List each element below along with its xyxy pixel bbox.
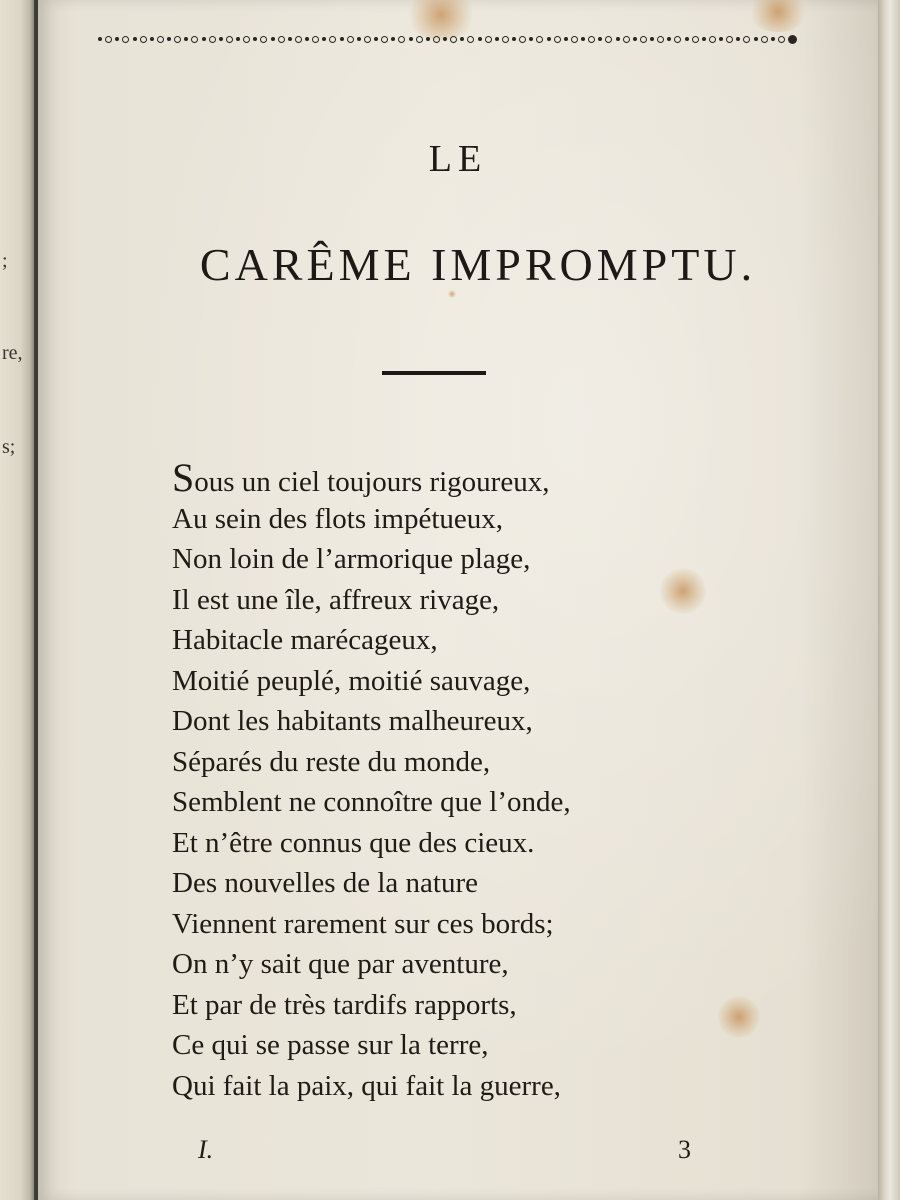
facing-page-fragment: s; <box>2 436 16 458</box>
foxing-stain <box>748 0 808 32</box>
poem-line: Qui fait la paix, qui fait la guerre, <box>172 1069 561 1102</box>
foxing-stain <box>448 290 456 298</box>
poem-line: Moitié peuplé, moitié sauvage, <box>172 664 531 697</box>
poem-line <box>172 455 792 500</box>
poem-line: Ce qui se passe sur la terre, <box>172 1029 489 1061</box>
poem-line: Au sein des flots impétueux, <box>172 502 504 535</box>
facing-page-edge <box>0 0 34 1200</box>
poem-line: Semblent ne connoître que l’onde, <box>172 786 571 818</box>
poem-line: Séparés du reste du monde, <box>172 745 491 778</box>
poem-text <box>172 455 792 1106</box>
poem-line-rest: ous un ciel toujours rigoureux, <box>194 466 550 498</box>
poem-line: Non loin de l’armorique plage, <box>172 543 531 575</box>
page-edge-stack <box>878 0 900 1200</box>
book-page <box>38 0 878 1200</box>
poem-line: Viennent rarement sur ces bords; <box>172 907 554 940</box>
title-rule <box>382 371 486 375</box>
poem-line: Habitacle marécageux, <box>172 624 438 656</box>
drop-cap: S <box>172 455 195 500</box>
poem-line: Et n’être connus que des cieux. <box>172 826 535 859</box>
facing-page-fragment: ; <box>2 250 8 272</box>
signature-mark: I. <box>198 1135 214 1164</box>
poem-line: On n’y sait que par aventure, <box>172 948 509 980</box>
page-number: 3 <box>678 1135 691 1164</box>
poem-line: Il est une île, affreux rivage, <box>172 583 500 616</box>
facing-page-fragment: re, <box>2 342 23 364</box>
poem-line: Des nouvelles de la nature <box>172 867 479 899</box>
poem-line: Dont les habitants malheureux, <box>172 705 533 737</box>
title-line-1: LE <box>428 138 488 180</box>
title-line-2: CARÊME IMPROMPTU. <box>199 239 757 290</box>
decorative-border-rule <box>98 30 798 48</box>
poem-line: Et par de très tardifs rapports, <box>172 988 517 1021</box>
